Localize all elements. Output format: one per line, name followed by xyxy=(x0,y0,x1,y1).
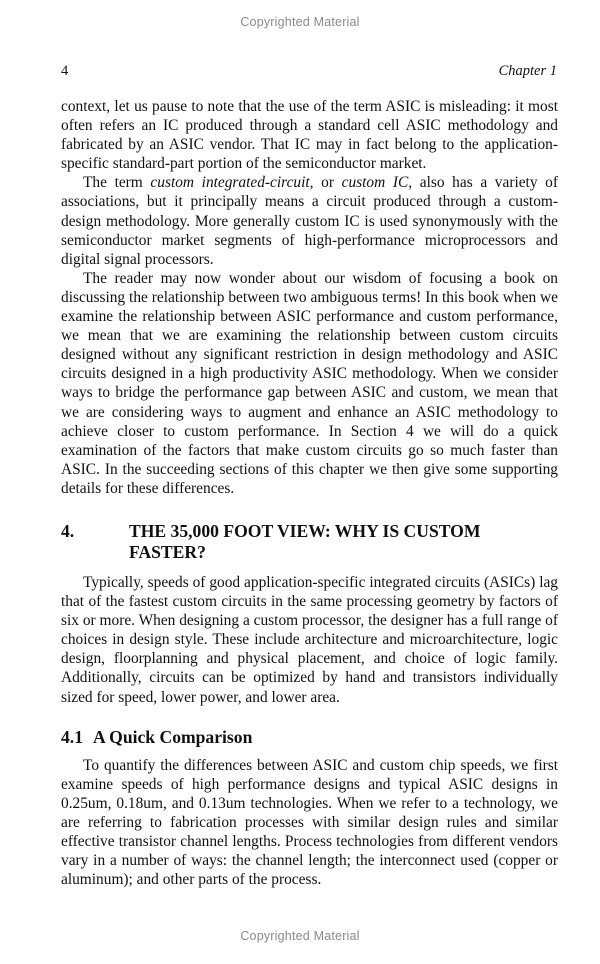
paragraph-section-4: Typically, speeds of good application-specific integrated circuits (ASICs) lag that of the fastest custom circuits in the same processing geometry by factors of six or more. When designing a custom processor, the designer has a full range of choices in design style. These include architecture and microarchitecture, logic design, floorplanning and physical placement, and choice of logic family. Additionally, circuits can be optimized by hand and transistors individually sized for speed, lower power, and lower area. xyxy=(61,573,558,706)
watermark-bottom: Copyrighted Material xyxy=(240,929,360,943)
subsection-title: A Quick Comparison xyxy=(93,726,253,747)
paragraph-continuation: context, let us pause to note that the use of the term ASIC is misleading: it most often refers an IC produced through a standard cell ASIC methodology and fabricated by an ASIC vendor. That IC may in fact belong to the application-specific standard-part portion of the semiconductor market. xyxy=(61,98,558,173)
chapter-label: Chapter 1 xyxy=(498,63,557,79)
running-head xyxy=(61,63,557,83)
section-4-heading xyxy=(61,521,558,563)
text-run: The term xyxy=(83,174,151,192)
text-run: also has a variety of associations, but it principally means a circuit produced through a custom-design methodology. More generally custom IC is used synonymously with the semiconductor market segments of high-performance microprocessors and digital signal processors. xyxy=(61,174,558,268)
term-custom-ic: custom IC, xyxy=(341,174,413,192)
page-body xyxy=(61,97,558,889)
subsection-number: 4.1 xyxy=(61,726,83,747)
section-4-1-heading xyxy=(61,727,558,748)
text-run: or xyxy=(313,174,342,192)
term-custom-integrated-circuit: custom integrated-circuit, xyxy=(150,174,314,192)
section-number: 4. xyxy=(61,520,75,541)
page-number: 4 xyxy=(61,63,69,79)
paragraph-reader: The reader may now wonder about our wisdom of focusing a book on discussing the relationship between two ambiguous terms! In this book when we examine the relationship between ASIC performance and custom performance, we mean that we are examining the relationship between custom circuits designed without any significant restriction in design methodology and ASIC circuits designed in a high productivity ASIC methodology. When we consider ways to bridge the performance gap between ASIC and custom, we mean that we are considering ways to augment and enhance an ASIC methodology to achieve closer to custom performance. In Section 4 we will do a quick examination of the factors that make custom circuits go so much faster than ASIC. In the succeeding sections of this chapter we then give some supporting details for these differences. xyxy=(61,269,558,497)
watermark-top: Copyrighted Material xyxy=(240,15,360,29)
paragraph-custom-ic xyxy=(61,173,558,268)
paragraph-section-4-1: To quantify the differences between ASIC and custom chip speeds, we first examine speeds of high performance designs and typical ASIC designs in 0.25um, 0.18um, and 0.13um technologies. When we refer to a technology, we are referring to fabrication processes with similar design rules and similar effective transistor channel lengths. Process technologies from different vendors vary in a number of ways: the channel length; the interconnect used (copper or aluminum); and other parts of the process. xyxy=(61,756,558,889)
section-title: THE 35,000 FOOT VIEW: WHY IS CUSTOM FASTER? xyxy=(129,520,481,562)
